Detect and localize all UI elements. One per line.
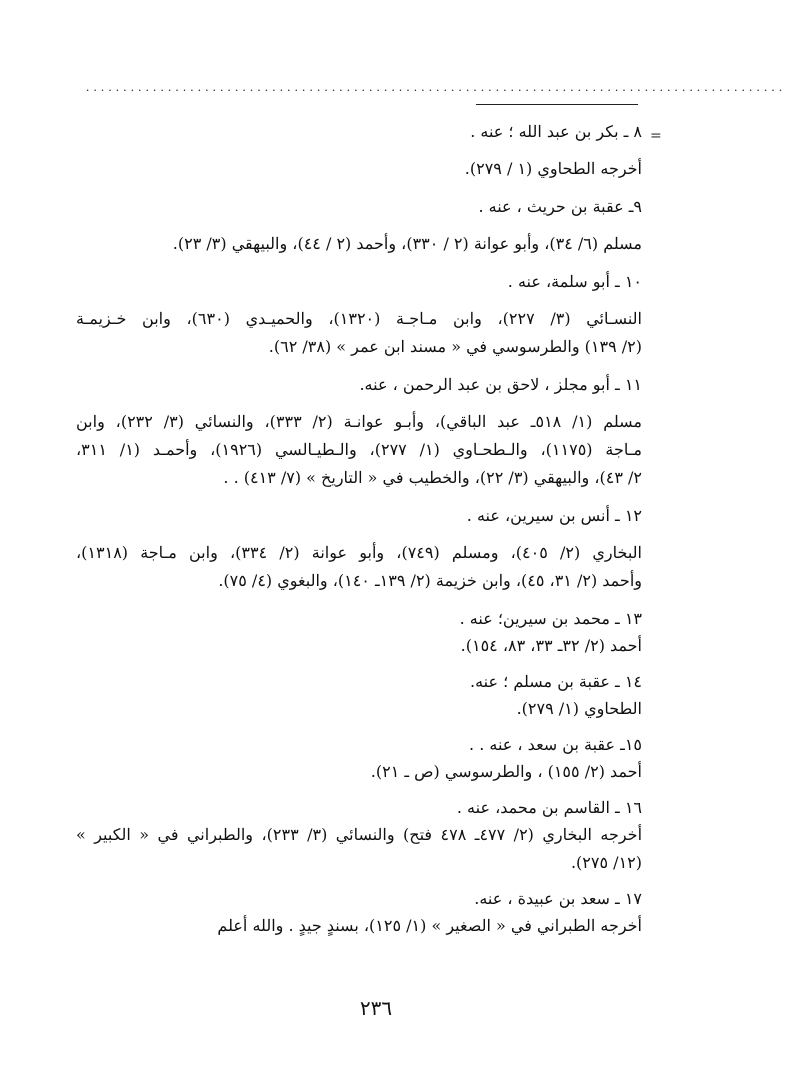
entry-line: أحمد (٢/ ١٥٥) ، والطرسوسي (ص ـ ٢١).: [370, 762, 642, 781]
entry-line: ٩ـ عقبة بن حريث ، عنه .: [478, 197, 642, 216]
entry-reference-11: [76, 408, 642, 492]
entry-heading-8: [76, 118, 642, 145]
entry-line: مسلم (١/ ٥١٨ـ عبد الباقي)، وأبـو عوانـة (٢/ ٣٣٣)، والنسائي (٣/ ٢٣٢)، وابن: [76, 412, 642, 431]
entry-line: الطحاوي (١/ ٢٧٩).: [516, 699, 642, 718]
entry-line: مـاجة (١١٧٥)، والـطحـاوي (١/ ٢٧٧)، والـطيـالسي (١٩٢٦)، وأحمـد (١/ ٣١١،: [76, 440, 642, 459]
entry-heading-12: [76, 502, 642, 529]
entry-line: ٢/ ٤٣)، والبيهقي (٣/ ٢٢)، والخطيب في « التاريخ » (٧/ ٤١٣) . .: [223, 468, 642, 487]
continuation-mark: =: [650, 128, 662, 144]
entry-line: أخرجه البخاري (٢/ ٤٧٧ـ ٤٧٨ فتح) والنسائي (٣/ ٢٣٣)، والطبراني في « الكبير »: [76, 825, 643, 844]
entry-line: النسـائي (٣/ ٢٢٧)، وابن مـاجـة (١٣٢٠)، والحميـدي (٦٣٠)، وابن خـزيمـة: [76, 309, 642, 328]
footnote-separator: [476, 104, 638, 105]
entry-line: ١٤ ـ عقبة بن مسلم ؛ عنه.: [470, 672, 642, 691]
entry-line: ١٧ ـ سعد بن عبيدة ، عنه.: [474, 889, 642, 908]
entry-line: مسلم (٦/ ٣٤)، وأبو عوانة (٢ / ٣٣٠)، وأحمد (٢ / ٤٤)، والبيهقي (٣/ ٢٣).: [172, 234, 642, 253]
entry-line: وأحمد (٢/ ٣١، ٤٥)، وابن خزيمة (٢/ ١٣٩ـ ١٤٠)، والبغوي (٤/ ٧٥).: [218, 571, 642, 590]
entry-heading-10: [76, 268, 642, 295]
entry-15: [76, 731, 642, 786]
entry-line: ١٥ـ عقبة بن سعد ، عنه . .: [469, 735, 642, 754]
entry-16: [76, 794, 642, 877]
entry-line: أخرجه الطحاوي (١ / ٢٧٩).: [464, 159, 642, 178]
entry-line: أخرجه الطبراني في « الصغير » (١/ ١٢٥)، بسندٍ جيدٍ . والله أعلم: [217, 916, 642, 935]
entry-14: [76, 668, 642, 723]
entry-13: [76, 605, 642, 660]
footnote-content: [76, 118, 642, 940]
entry-reference-9: [76, 230, 642, 258]
entry-line: ١١ ـ أبو مجلز ، لاحق بن عبد الرحمن ، عنه.: [359, 375, 642, 394]
entry-reference-12: [76, 539, 642, 595]
entry-line: ١٢ ـ أنس بن سيرين، عنه .: [466, 506, 642, 525]
entry-reference-8: [76, 155, 642, 183]
entry-line: ١٦ ـ القاسم بن محمد، عنه .: [456, 798, 642, 817]
entry-17: [76, 885, 642, 940]
entry-line: البخاري (٢/ ٤٠٥)، ومسلم (٧٤٩)، وأبو عوانة (٢/ ٣٣٤)، وابن مـاجة (١٣١٨)،: [76, 543, 642, 562]
entry-heading-11: [76, 371, 642, 398]
entry-line: ١٣ ـ محمد بن سيرين؛ عنه .: [459, 609, 642, 628]
entry-line: (١٢/ ٢٧٥).: [570, 853, 642, 872]
top-dotted-rule: ..............................................................................................: [86, 79, 786, 94]
entry-line: ١٠ ـ أبو سلمة، عنه .: [507, 272, 642, 291]
page-number: ٢٣٦: [359, 996, 393, 1020]
entry-line: ٨ ـ بكر بن عبد الله ؛ عنه .: [470, 122, 642, 141]
entry-heading-9: [76, 193, 642, 220]
entry-line: (٢/ ١٣٩) والطرسوسي في « مسند ابن عمر » (٣٨/ ٦٢).: [268, 337, 642, 356]
entry-line: أحمد (٢/ ٣٢ـ ٣٣، ٨٣، ١٥٤).: [460, 636, 642, 655]
entry-reference-10: [76, 305, 642, 361]
